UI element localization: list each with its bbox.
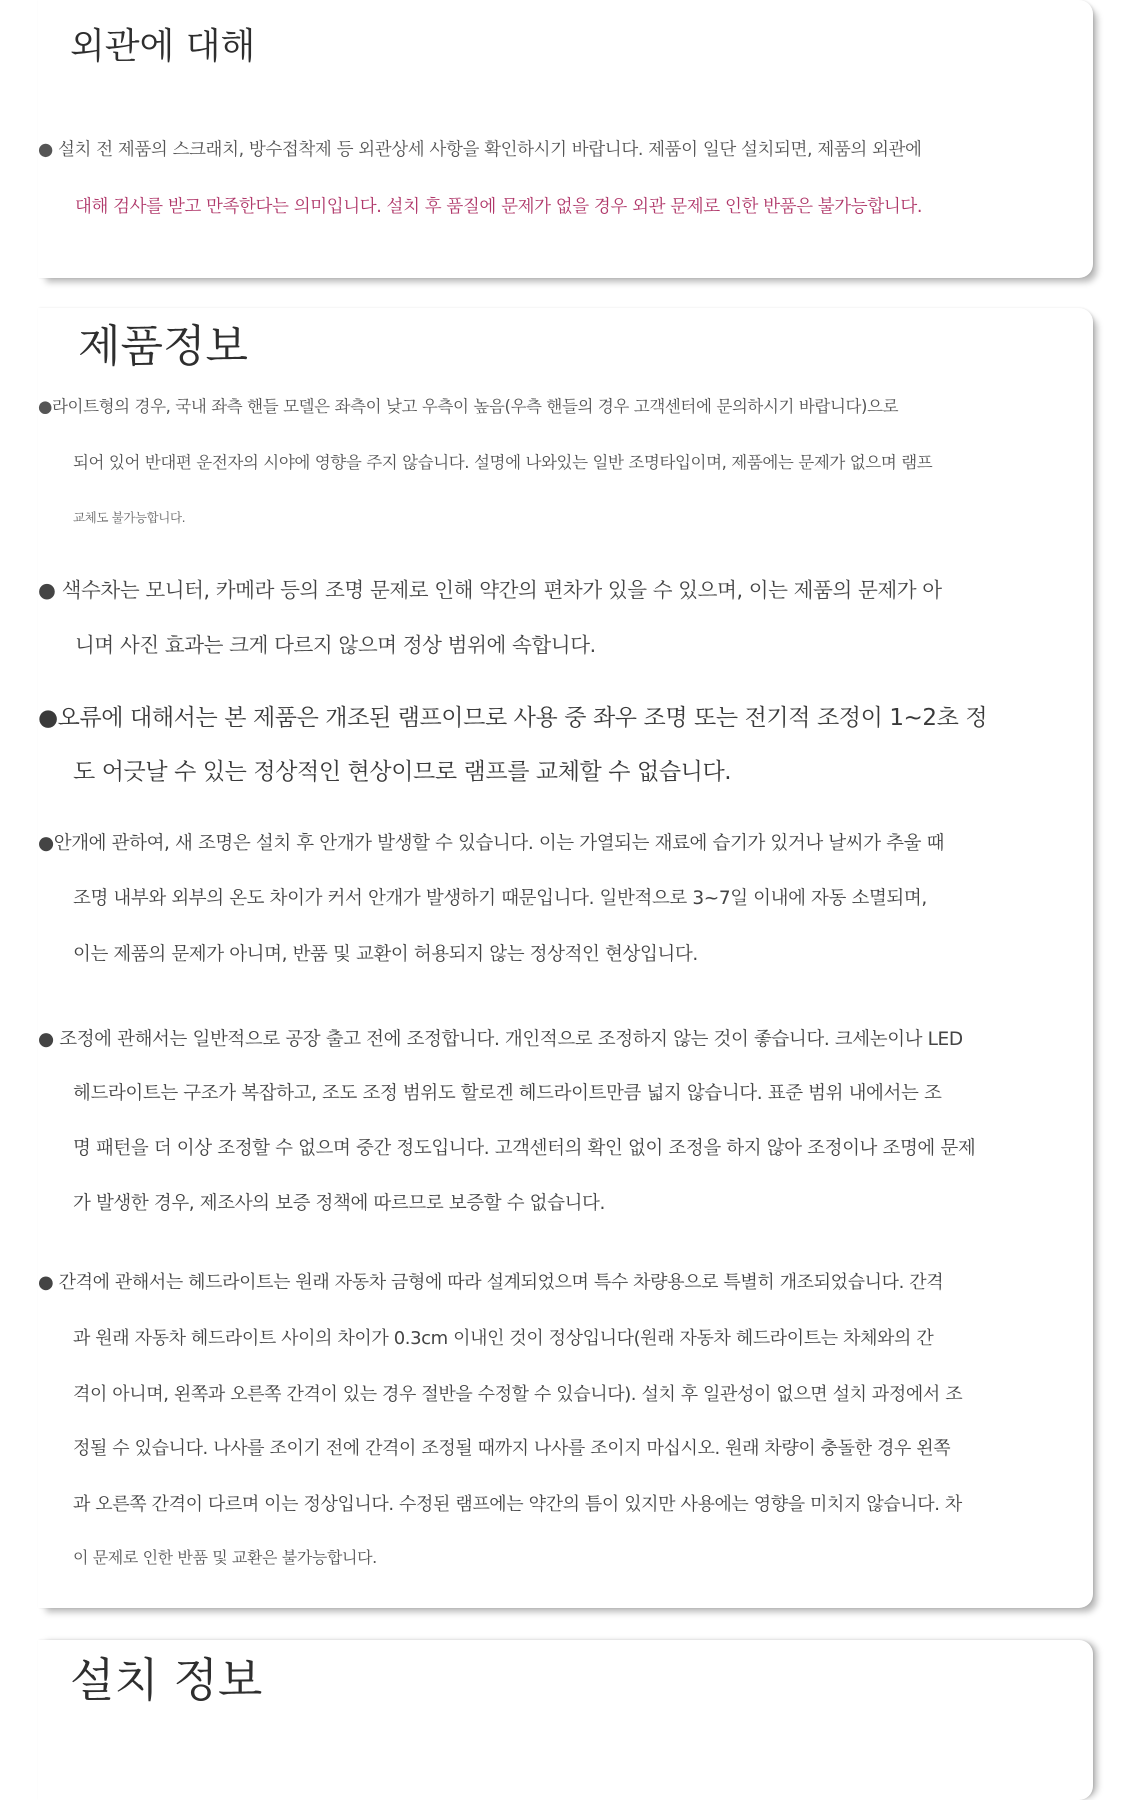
- product-p5-line-3: 명 패턴을 더 이상 조정할 수 없으며 중간 정도입니다. 고객센터의 확인 없이 조정을 하지 않아 조정이나 조명에 문제: [73, 1138, 976, 1159]
- product-p6-line-5: 과 오른쪽 간격이 다르며 이는 정상입니다. 수정된 램프에는 약간의 틈이 있지만 사용에는 영향을 미치지 않습니다. 차: [73, 1494, 962, 1515]
- product-p5-line-1: ● 조정에 관해서는 일반적으로 공장 출고 전에 조정합니다. 개인적으로 조정하지 않는 것이 좋습니다. 크세논이나 LED: [38, 1029, 963, 1050]
- product-p2-line-1: ● 색수차는 모니터, 카메라 등의 조명 문제로 인해 약간의 편차가 있을 수 있으며, 이는 제품의 문제가 아: [38, 578, 942, 602]
- product-info-title: 제품정보: [78, 321, 249, 372]
- product-p5-line-2: 헤드라이트는 구조가 복잡하고, 조도 조정 범위도 할로겐 헤드라이트만큼 넓지 않습니다. 표준 범위 내에서는 조: [73, 1083, 942, 1104]
- product-p6-line-6: 이 문제로 인한 반품 및 교환은 불가능합니다.: [73, 1548, 377, 1567]
- appearance-line-2: 대해 검사를 받고 만족한다는 의미입니다. 설치 후 품질에 문제가 없을 경우 외관 문제로 인한 반품은 불가능합니다.: [75, 197, 922, 217]
- product-p4-line-2: 조명 내부와 외부의 온도 차이가 커서 안개가 발생하기 때문입니다. 일반적으로 3~7일 이내에 자동 소멸되며,: [73, 888, 927, 909]
- appearance-title: 외관에 대해: [70, 26, 256, 67]
- product-p6-line-3: 격이 아니며, 왼쪽과 오른쪽 간격이 있는 경우 절반을 수정할 수 있습니다). 설치 후 일관성이 없으면 설치 과정에서 조: [73, 1384, 963, 1405]
- product-p1-line-2: 되어 있어 반대편 운전자의 시야에 영향을 주지 않습니다. 설명에 나와있는 일반 조명타입이며, 제품에는 문제가 없으며 램프: [73, 453, 933, 472]
- install-info-title: 설치 정보: [70, 1653, 263, 1707]
- product-p5-line-4: 가 발생한 경우, 제조사의 보증 정책에 따르므로 보증할 수 없습니다.: [73, 1193, 606, 1214]
- product-p4-line-3: 이는 제품의 문제가 아니며, 반품 및 교환이 허용되지 않는 정상적인 현상입니다.: [73, 944, 698, 965]
- product-p6-line-1: ● 간격에 관해서는 헤드라이트는 원래 자동차 금형에 따라 설계되었으며 특수 차량용으로 특별히 개조되었습니다. 간격: [38, 1272, 944, 1293]
- product-p6-line-2: 과 원래 자동차 헤드라이트 사이의 차이가 0.3cm 이내인 것이 정상입니다(원래 자동차 헤드라이트는 차체와의 간: [73, 1328, 934, 1349]
- product-p4-line-1: ●안개에 관하여, 새 조명은 설치 후 안개가 발생할 수 있습니다. 이는 가열되는 재료에 습기가 있거나 날씨가 추울 때: [38, 833, 945, 854]
- appearance-line-1: ● 설치 전 제품의 스크래치, 방수접착제 등 외관상세 사항을 확인하시기 바랍니다. 제품이 일단 설치되면, 제품의 외관에: [38, 140, 922, 160]
- product-p1-line-1: ●라이트형의 경우, 국내 좌측 핸들 모델은 좌측이 낮고 우측이 높음(우측 핸들의 경우 고객센터에 문의하시기 바랍니다)으로: [38, 397, 899, 416]
- product-p2-line-2: 니며 사진 효과는 크게 다르지 않으며 정상 범위에 속합니다.: [75, 633, 596, 657]
- product-p1-line-3: 교체도 불가능합니다.: [73, 510, 186, 525]
- product-p3-line-1: ●오류에 대해서는 본 제품은 개조된 램프이므로 사용 중 좌우 조명 또는 전기적 조정이 1~2초 정: [38, 705, 988, 731]
- product-p3-line-2: 도 어긋날 수 있는 정상적인 현상이므로 램프를 교체할 수 없습니다.: [73, 759, 732, 785]
- product-p6-line-4: 정될 수 있습니다. 나사를 조이기 전에 간격이 조정될 때까지 나사를 조이지 마십시오. 원래 차량이 충돌한 경우 왼쪽: [73, 1438, 951, 1459]
